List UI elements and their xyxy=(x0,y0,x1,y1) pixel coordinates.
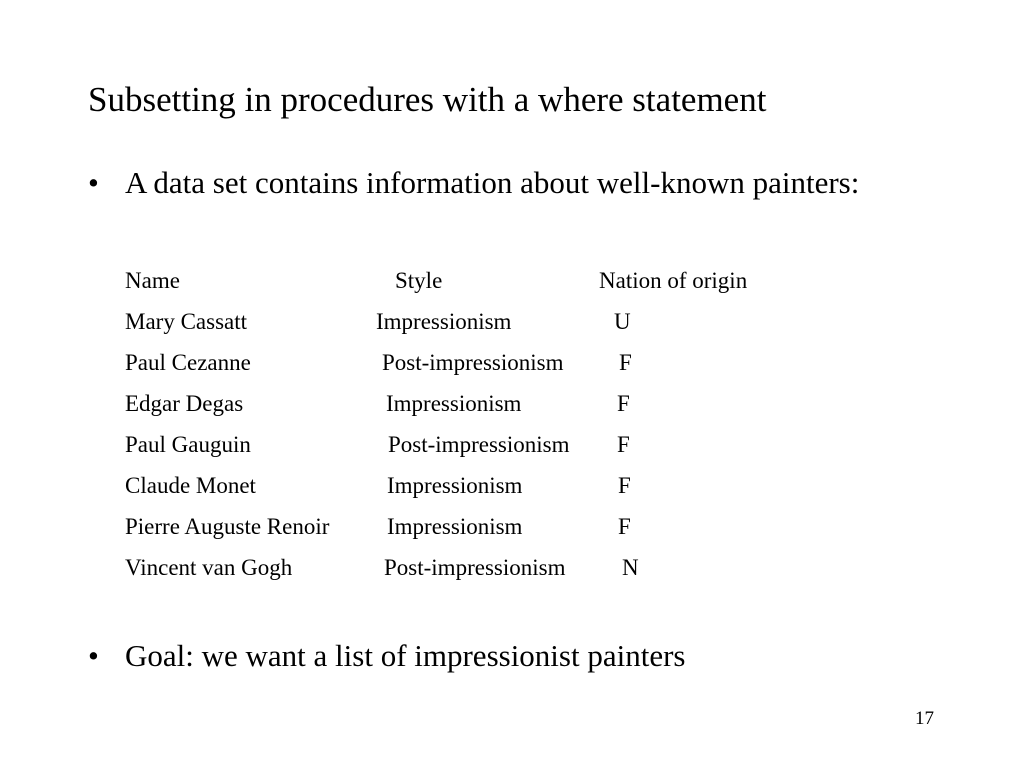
painter-nation: U xyxy=(614,309,631,334)
header-nation: Nation of origin xyxy=(599,268,748,293)
painter-nation: F xyxy=(617,432,630,457)
bullet-text: Goal: we want a list of impressionist painters xyxy=(125,638,686,673)
table-header-row xyxy=(125,264,825,305)
painter-name: Claude Monet xyxy=(125,473,256,498)
table-row xyxy=(125,305,825,346)
bullet-text: A data set contains information about well-known painters: xyxy=(125,165,860,200)
painter-style: Impressionism xyxy=(387,473,523,498)
painter-name: Paul Gauguin xyxy=(125,432,251,457)
painter-style: Impressionism xyxy=(376,309,512,334)
header-style: Style xyxy=(395,268,443,293)
painter-style: Post-impressionism xyxy=(382,350,564,375)
painter-name: Edgar Degas xyxy=(125,391,244,416)
page-number: 17 xyxy=(915,708,934,729)
bullet-symbol: • xyxy=(88,165,99,200)
slide-title: Subsetting in procedures with a where statement xyxy=(88,80,767,119)
painter-style: Impressionism xyxy=(387,514,523,539)
painter-nation: N xyxy=(622,555,639,580)
painter-style: Post-impressionism xyxy=(384,555,566,580)
painter-style: Impressionism xyxy=(386,391,522,416)
header-name: Name xyxy=(125,268,180,293)
painter-style: Post-impressionism xyxy=(388,432,570,457)
table-row xyxy=(125,346,825,387)
painter-nation: F xyxy=(618,514,631,539)
painter-name: Mary Cassatt xyxy=(125,309,248,334)
table-row xyxy=(125,551,825,592)
painter-name: Pierre Auguste Renoir xyxy=(125,514,330,539)
painter-nation: F xyxy=(618,473,631,498)
painter-nation: F xyxy=(619,350,632,375)
painter-name: Paul Cezanne xyxy=(125,350,251,375)
painter-nation: F xyxy=(617,391,630,416)
painter-name: Vincent van Gogh xyxy=(125,555,293,580)
table-row xyxy=(125,428,825,469)
table-row xyxy=(125,510,825,551)
bullet-symbol: • xyxy=(88,638,99,673)
table-row xyxy=(125,469,825,510)
painters-table xyxy=(125,264,825,592)
table-row xyxy=(125,387,825,428)
